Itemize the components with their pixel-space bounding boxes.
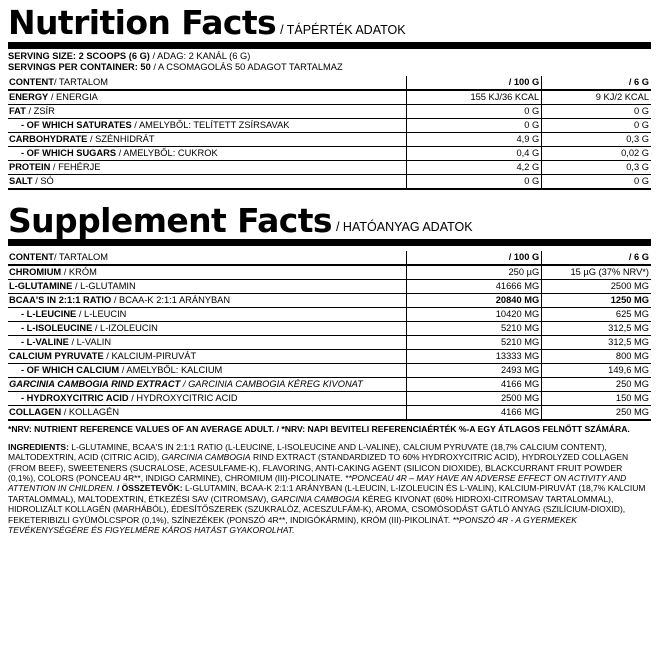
supplement-title-divider bbox=[8, 239, 651, 246]
nutrition-row-name-hu: / AMELYBŐL: CUKROK bbox=[118, 147, 218, 158]
supplement-facts-table bbox=[8, 251, 651, 421]
supplement-row-name-hu: / HYDROXYCITRIC ACID bbox=[131, 393, 238, 404]
nutrition-row-v1: 4,2 G bbox=[407, 160, 542, 174]
supplement-row-name-en: CHROMIUM bbox=[9, 267, 62, 278]
supplement-row-v1: 13333 MG bbox=[407, 350, 542, 364]
ingredients-italic-en: GARCINIA CAMBOGIA bbox=[161, 452, 251, 463]
supplement-row-v1: 4166 MG bbox=[407, 406, 542, 421]
nutrition-row-name-en: SALT bbox=[9, 175, 33, 186]
table-row bbox=[8, 364, 651, 378]
supplement-row-name bbox=[8, 322, 407, 336]
servings-per-container-line bbox=[8, 62, 651, 74]
supplement-row-v2: 1250 MG bbox=[542, 294, 651, 308]
supplement-row-name-en: BCAA'S IN 2:1:1 RATIO bbox=[9, 295, 112, 306]
nutrition-row-name bbox=[8, 146, 407, 160]
supplement-facts-title: Supplement Facts bbox=[8, 200, 332, 240]
supplement-row-v1: 5210 MG bbox=[407, 336, 542, 350]
supplement-row-name-en: - L-ISOLEUCINE bbox=[21, 323, 93, 334]
supplement-row-name-en: GARCINIA CAMBOGIA RIND EXTRACT bbox=[9, 379, 181, 390]
supplement-row-name-en: - OF WHICH CALCIUM bbox=[21, 365, 120, 376]
servings-per-container-en: SERVINGS PER CONTAINER: 50 bbox=[8, 62, 151, 73]
supplement-row-v1: 20840 MG bbox=[407, 294, 542, 308]
supplement-row-name bbox=[8, 294, 407, 308]
table-row bbox=[8, 336, 651, 350]
nutrition-header-content bbox=[8, 76, 407, 90]
nutrition-header-col1: / 100 G bbox=[407, 76, 542, 90]
serving-size-hu: / ADAG: 2 KANÁL (6 G) bbox=[149, 50, 251, 61]
ingredients-text-hu-1: L-GLUTAMIN, BCAA-K 2:1:1 ARÁNYBAN (L-LEUCIN, L-IZOLEUCIN ÉS L-VALIN), KALCIUM-PIRUVÁT (18,7% KALCIUM TARTALOMMAL), MALTODEXTRIN, ÉTKEZÉSI SAV (CITROMSAV), bbox=[8, 483, 646, 504]
supplement-row-name-hu: / L-LEUCIN bbox=[78, 309, 127, 320]
table-row bbox=[8, 118, 651, 132]
nutrition-row-name bbox=[8, 160, 407, 174]
supplement-row-name bbox=[8, 308, 407, 322]
nutrition-table-head bbox=[8, 76, 651, 90]
nutrition-row-name-en: ENERGY bbox=[9, 91, 49, 102]
supplement-row-name-en: - HYDROXYCITRIC ACID bbox=[21, 393, 129, 404]
table-row bbox=[8, 265, 651, 280]
supplement-header-col1: / 100 G bbox=[407, 251, 542, 265]
supplement-row-name bbox=[8, 265, 407, 280]
nutrition-row-v1: 0 G bbox=[407, 174, 542, 189]
table-row bbox=[8, 322, 651, 336]
supplement-row-name-hu: / KRÓM bbox=[63, 267, 97, 278]
nutrition-facts-title-row bbox=[8, 3, 651, 42]
supplement-header-col2: / 6 G bbox=[542, 251, 651, 265]
nutrition-row-name-en: CARBOHYDRATE bbox=[9, 133, 88, 144]
supplement-row-name bbox=[8, 392, 407, 406]
table-row bbox=[8, 104, 651, 118]
nutrition-row-name bbox=[8, 174, 407, 189]
ingredients-text-en-2: RIND EXTRACT (STANDARDIZED TO 60% HYDROXYCITRIC ACID), HYDROLYZED COLLAGEN (FROM BEEF), SWEETENERS (SUCRALOSE, ACESULFAME-K), FLAVORING, ANTI-CAKING AGENT (SILICON DIOXIDE), BLACKCURRANT FRUIT POWDER (0,1%), COLORS (PONCEAU 4R**, INDIGO CARMINE), CHROMIUM (III)-PICOLINATE. bbox=[8, 452, 629, 483]
supplement-row-v2: 800 MG bbox=[542, 350, 651, 364]
ingredients-warning-hu: **PONSZÓ 4R - A GYERMEKEK TEVÉKENYSÉGÉRE ÉS FIGYELMÉRE KÁROS HATÁST GYAKOROLHAT. bbox=[8, 514, 577, 536]
supplement-header-content-hu: / TARTALOM bbox=[53, 252, 109, 263]
serving-info bbox=[8, 49, 651, 76]
supplement-row-name-en: CALCIUM PYRUVATE bbox=[9, 351, 104, 362]
supplement-row-v2: 150 MG bbox=[542, 392, 651, 406]
supplement-row-v2: 625 MG bbox=[542, 308, 651, 322]
supplement-row-name-hu: / BCAA-K 2:1:1 ARÁNYBAN bbox=[113, 295, 231, 306]
supplement-row-name-hu: / AMELYBŐL: KALCIUM bbox=[121, 365, 223, 376]
serving-size-en: SERVING SIZE: 2 SCOOPS (6 G) bbox=[8, 50, 150, 61]
nutrition-table-body bbox=[8, 90, 651, 189]
supplement-row-v1: 2493 MG bbox=[407, 364, 542, 378]
table-row bbox=[8, 146, 651, 160]
ingredients-warning-en: **PONCEAU 4R – MAY HAVE AN ADVERSE EFFECT ON ACTIVITY AND ATTENTION IN CHILDREN. bbox=[8, 473, 627, 494]
nrv-footnote: *NRV: NUTRIENT REFERENCE VALUES OF AN AVERAGE ADULT. / *NRV: NAPI BEVITELI REFERENCIAÉRTÉK %-A EGY ÁTLAGOS FELNŐTT SZÁMÁRA. bbox=[8, 424, 630, 435]
supplement-row-v2: 250 MG bbox=[542, 406, 651, 421]
ingredients-block bbox=[8, 435, 651, 536]
nutrition-row-v2: 0,3 G bbox=[542, 160, 651, 174]
nutrition-row-name bbox=[8, 104, 407, 118]
supplement-row-v2: 15 µG (37% NRV*) bbox=[542, 265, 651, 280]
ingredients-label-hu: / ÖSSZETEVŐK: bbox=[114, 483, 183, 494]
supplement-row-name-hu: / L-IZOLEUCIN bbox=[94, 323, 158, 334]
supplement-row-v1: 2500 MG bbox=[407, 392, 542, 406]
supplement-row-name-hu: / L-VALIN bbox=[71, 337, 112, 348]
supplement-facts-title-hu: / HATÓANYAG ADATOK bbox=[335, 220, 473, 235]
supplement-row-name-en: - L-LEUCINE bbox=[21, 309, 77, 320]
nutrition-row-v1: 0 G bbox=[407, 104, 542, 118]
nutrition-row-name-hu: / SÓ bbox=[35, 175, 54, 186]
nutrition-facts-table bbox=[8, 76, 651, 190]
table-row bbox=[8, 406, 651, 421]
supplement-row-v1: 10420 MG bbox=[407, 308, 542, 322]
supplement-row-name-en: - L-VALINE bbox=[21, 337, 69, 348]
nutrition-row-name-hu: / SZÉNHIDRÁT bbox=[89, 133, 155, 144]
supplement-row-v1: 4166 MG bbox=[407, 378, 542, 392]
nutrition-facts-title: Nutrition Facts bbox=[8, 3, 277, 42]
nutrition-header-row bbox=[8, 76, 651, 90]
supplement-row-name bbox=[8, 350, 407, 364]
nutrition-row-v2: 0 G bbox=[542, 174, 651, 189]
nutrition-row-name-en: PROTEIN bbox=[9, 161, 51, 172]
supplement-table-body bbox=[8, 265, 651, 420]
supplement-row-name-en: L-GLUTAMINE bbox=[9, 281, 73, 292]
nutrition-header-content-hu: / TARTALOM bbox=[53, 76, 109, 87]
nutrition-row-name-en: - OF WHICH SUGARS bbox=[21, 147, 117, 158]
nutrition-row-v1: 4,9 G bbox=[407, 132, 542, 146]
nutrition-row-name-hu: / AMELYBŐL: TELÍTETT ZSÍRSAVAK bbox=[134, 119, 290, 130]
supplement-row-v2: 2500 MG bbox=[542, 280, 651, 294]
nutrition-row-name-en: FAT bbox=[9, 105, 26, 116]
table-row bbox=[8, 132, 651, 146]
table-row bbox=[8, 392, 651, 406]
table-row bbox=[8, 280, 651, 294]
nutrition-row-name-hu: / ENERGIA bbox=[50, 91, 98, 102]
supplement-header-content-en: CONTENT bbox=[9, 252, 54, 263]
supplement-row-v2: 312,5 MG bbox=[542, 322, 651, 336]
nutrition-row-name-hu: / FEHÉRJE bbox=[52, 161, 101, 172]
ingredients-italic-hu: GARCINIA CAMBOGIA bbox=[270, 493, 360, 504]
table-row bbox=[8, 160, 651, 174]
supplement-row-name-hu: / L-GLUTAMIN bbox=[74, 281, 136, 292]
servings-per-container-hu: / A CSOMAGOLÁS 50 ADAGOT TARTALMAZ bbox=[150, 62, 343, 73]
nutrition-row-v2: 0 G bbox=[542, 104, 651, 118]
nutrition-row-v2: 0 G bbox=[542, 118, 651, 132]
supplement-table-head bbox=[8, 251, 651, 265]
nutrition-row-name-en: - OF WHICH SATURATES bbox=[21, 119, 132, 130]
table-row bbox=[8, 350, 651, 364]
nutrition-header-content-en: CONTENT bbox=[9, 76, 54, 87]
ingredients-text-hu-2: KÉREG KIVONAT (60% HIDROXI-CITROMSAV TARTALOMMAL), HIDROLIZÁLT KOLLAGÉN (MARHÁBÓL), ÉDESÍTŐSZEREK (SZUKRALÓZ, ACESZULFÁM-K), AROMA, CSOMÓSODÁST GÁTLÓ ANYAG (SZILÍCIUM-DIOXID), FEKETERIBIZLI GYÜMÖLCSPOR (0,1%), SZÍNEZÉKEK (PONSZÓ 4R**, INDIGÓKÁRMIN), KRÓM (III)-PIKOLINÁT. bbox=[8, 493, 626, 525]
table-row bbox=[8, 174, 651, 189]
ingredients-label-en: INGREDIENTS: bbox=[8, 441, 69, 452]
supplement-row-v1: 250 µG bbox=[407, 265, 542, 280]
supplement-facts-title-row bbox=[8, 200, 651, 240]
nutrition-row-v1: 0,4 G bbox=[407, 146, 542, 160]
nutrition-row-v1: 155 KJ/36 KCAL bbox=[407, 90, 542, 105]
supplement-row-v2: 149,6 MG bbox=[542, 364, 651, 378]
supplement-row-name bbox=[8, 280, 407, 294]
supplement-row-name-hu: / GARCINIA CAMBOGIA KÉREG KIVONAT bbox=[182, 379, 363, 390]
nutrition-title-divider bbox=[8, 42, 651, 49]
ingredients-text-en-1: L-GLUTAMINE, BCAA'S IN 2:1:1 RATIO (L-LEUCINE, L-ISOLEUCINE AND L-VALINE), CALCIUM PYRUVATE (18,7% CALCIUM CONTENT), MALTODEXTRIN, ACID (CITRIC ACID), bbox=[8, 441, 607, 463]
supplement-row-v2: 250 MG bbox=[542, 378, 651, 392]
nutrition-row-name bbox=[8, 90, 407, 105]
table-row bbox=[8, 294, 651, 308]
nutrition-facts-title-hu: / TÁPÉRTÉK ADATOK bbox=[280, 22, 406, 37]
table-row bbox=[8, 378, 651, 392]
nutrition-row-v2: 9 KJ/2 KCAL bbox=[542, 90, 651, 105]
supplement-row-name bbox=[8, 406, 407, 421]
supplement-row-name bbox=[8, 364, 407, 378]
supplement-row-name-hu: / KOLLAGÉN bbox=[63, 407, 120, 418]
nutrition-row-v1: 0 G bbox=[407, 118, 542, 132]
nutrition-header-col2: / 6 G bbox=[542, 76, 651, 90]
supplement-row-v2: 312,5 MG bbox=[542, 336, 651, 350]
table-row bbox=[8, 90, 651, 105]
supplement-row-name-en: COLLAGEN bbox=[9, 407, 62, 418]
nutrition-label-document bbox=[8, 3, 651, 536]
nutrition-row-name bbox=[8, 132, 407, 146]
supplement-row-name-hu: / KALCIUM-PIRUVÁT bbox=[106, 351, 197, 362]
supplement-header-row bbox=[8, 251, 651, 265]
supplement-row-name bbox=[8, 378, 407, 392]
nutrition-row-name-hu: / ZSÍR bbox=[28, 105, 55, 116]
nutrition-row-v2: 0,02 G bbox=[542, 146, 651, 160]
supplement-header-content bbox=[8, 251, 407, 265]
table-row bbox=[8, 308, 651, 322]
nutrition-row-v2: 0,3 G bbox=[542, 132, 651, 146]
supplement-row-v1: 5210 MG bbox=[407, 322, 542, 336]
supplement-row-name bbox=[8, 336, 407, 350]
serving-size-line bbox=[8, 51, 651, 63]
supplement-row-v1: 41666 MG bbox=[407, 280, 542, 294]
nutrition-row-name bbox=[8, 118, 407, 132]
